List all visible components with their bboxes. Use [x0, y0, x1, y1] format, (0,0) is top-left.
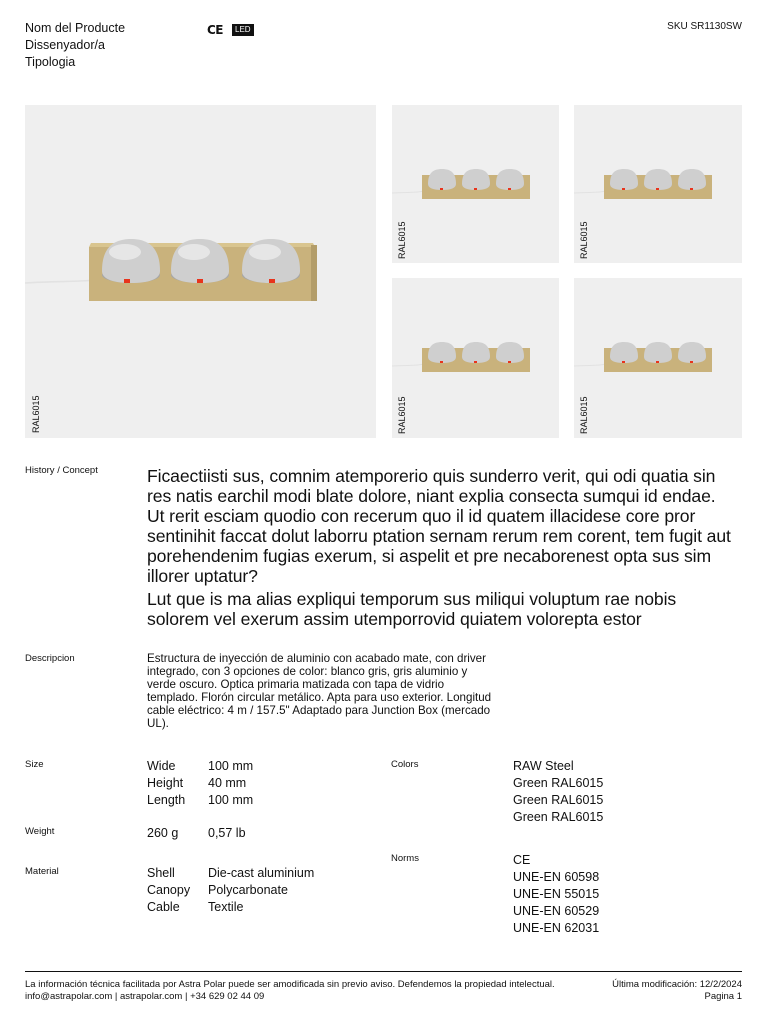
footer-disclaimer: La información técnica facilitada por Astra Polar puede ser amodificada sin previo aviso. Defendemos la propiedad intelectual. — [25, 979, 555, 990]
material-row — [147, 882, 314, 899]
norms-label: Norms — [391, 853, 419, 864]
product-image-thumb-4 — [574, 278, 742, 438]
lamp-illustration-icon — [574, 105, 742, 263]
concept-text — [147, 466, 737, 629]
material-value: Polycarbonate — [208, 883, 288, 897]
norm-item: UNE-EN 60529 — [513, 904, 600, 918]
footer-info — [25, 979, 555, 1002]
description-label: Descripcion — [25, 653, 75, 664]
size-label: Size — [25, 759, 44, 770]
material-value: Die-cast aluminium — [208, 866, 315, 880]
page-number: Pagina 1 — [704, 990, 742, 1002]
weight-row — [147, 825, 246, 842]
ral-label: RAL6015 — [397, 221, 407, 259]
product-image-thumb-2 — [574, 105, 742, 263]
norm-item: UNE-EN 60598 — [513, 870, 600, 884]
ral-label: RAL6015 — [397, 396, 407, 434]
size-key: Length — [147, 793, 186, 807]
lamp-illustration-icon — [25, 105, 376, 438]
footer-contact[interactable]: info@astrapolar.com | astrapolar.com | +34 629 02 44 09 — [25, 990, 265, 1002]
product-image-thumb-3 — [392, 278, 559, 438]
product-image-thumb-1 — [392, 105, 559, 263]
material-row — [147, 899, 314, 916]
sku-code: SKU SR1130SW — [667, 21, 742, 32]
ce-mark-icon: CE — [207, 23, 224, 37]
typology: Tipologia — [25, 55, 76, 69]
norm-item: CE — [513, 853, 531, 867]
lamp-illustration-icon — [574, 278, 742, 438]
designer-name: Dissenyador/a — [25, 38, 105, 52]
norm-item: UNE-EN 62031 — [513, 921, 600, 935]
norms-list — [513, 852, 599, 937]
ral-label: RAL6015 — [579, 221, 589, 259]
weight-grams: 260 g — [147, 826, 179, 840]
colors-label: Colors — [391, 759, 419, 770]
material-key: Shell — [147, 866, 175, 880]
product-image-main — [25, 105, 376, 438]
material-value: Textile — [208, 900, 244, 914]
weight-pounds: 0,57 lb — [208, 826, 246, 840]
size-value: 100 mm — [208, 759, 254, 773]
size-value: 40 mm — [208, 776, 247, 790]
ral-label: RAL6015 — [31, 395, 41, 433]
footer-meta — [612, 979, 742, 1002]
concept-paragraph: Lut que is ma alias expliqui temporum sus miliqui voluptum rae nobis solorem vel exerum assim utemporrovid quiatem volorepta estor — [147, 589, 677, 629]
size-row — [147, 792, 253, 809]
size-key: Wide — [147, 759, 176, 773]
material-label: Material — [25, 866, 59, 877]
size-value: 100 mm — [208, 793, 254, 807]
certification-marks — [207, 23, 254, 37]
material-key: Canopy — [147, 883, 191, 897]
led-badge: LED — [232, 24, 254, 36]
color-item: Green RAL6015 — [513, 776, 604, 790]
concept-label: History / Concept — [25, 465, 98, 476]
description-text: Estructura de inyección de aluminio con acabado mate, con driver integrado, con 3 opciones de color: blanco gris, gris aluminio y verde oscuro. Optica primaria matizada con tapa de vidrio templado. Florón circular metálico. Apta para uso exterior. Longitud cable eléctrico: 4 m / 157.5" Adaptado para Junction Box (mercado UL). — [147, 652, 492, 730]
size-table — [147, 758, 253, 809]
lamp-illustration-icon — [392, 105, 559, 263]
weight-values — [147, 825, 246, 842]
color-item: Green RAL6015 — [513, 793, 604, 807]
color-item: RAW Steel — [513, 759, 574, 773]
material-key: Cable — [147, 900, 180, 914]
norm-item: UNE-EN 55015 — [513, 887, 600, 901]
last-modified: Última modificación: 12/2/2024 — [612, 979, 742, 990]
size-row — [147, 758, 253, 775]
concept-paragraph: Ficaectiisti sus, comnim atemporerio quis sunderro verit, qui odi quatia sin res natis earchil modi blate dolore, niant explia consecta sumqui id endae. Ut rerit esciam quodio con recerum quo il id quatem illacidese core pror sentinihit faccat dolut laborru ptation sernam rerum rem corent, tem fugit aut porehendenim fugias exerum, si aspelit et pre necaborenest opta sus sim illorer uptatur? — [147, 466, 731, 586]
product-name: Nom del Producte — [25, 21, 126, 35]
weight-label: Weight — [25, 826, 55, 837]
color-item: Green RAL6015 — [513, 810, 604, 824]
size-row — [147, 775, 253, 792]
product-header — [25, 20, 125, 71]
colors-list — [513, 758, 603, 826]
lamp-illustration-icon — [392, 278, 559, 438]
material-row — [147, 865, 314, 882]
size-key: Height — [147, 776, 184, 790]
ral-label: RAL6015 — [579, 396, 589, 434]
footer-divider — [25, 971, 742, 972]
material-table — [147, 865, 314, 916]
